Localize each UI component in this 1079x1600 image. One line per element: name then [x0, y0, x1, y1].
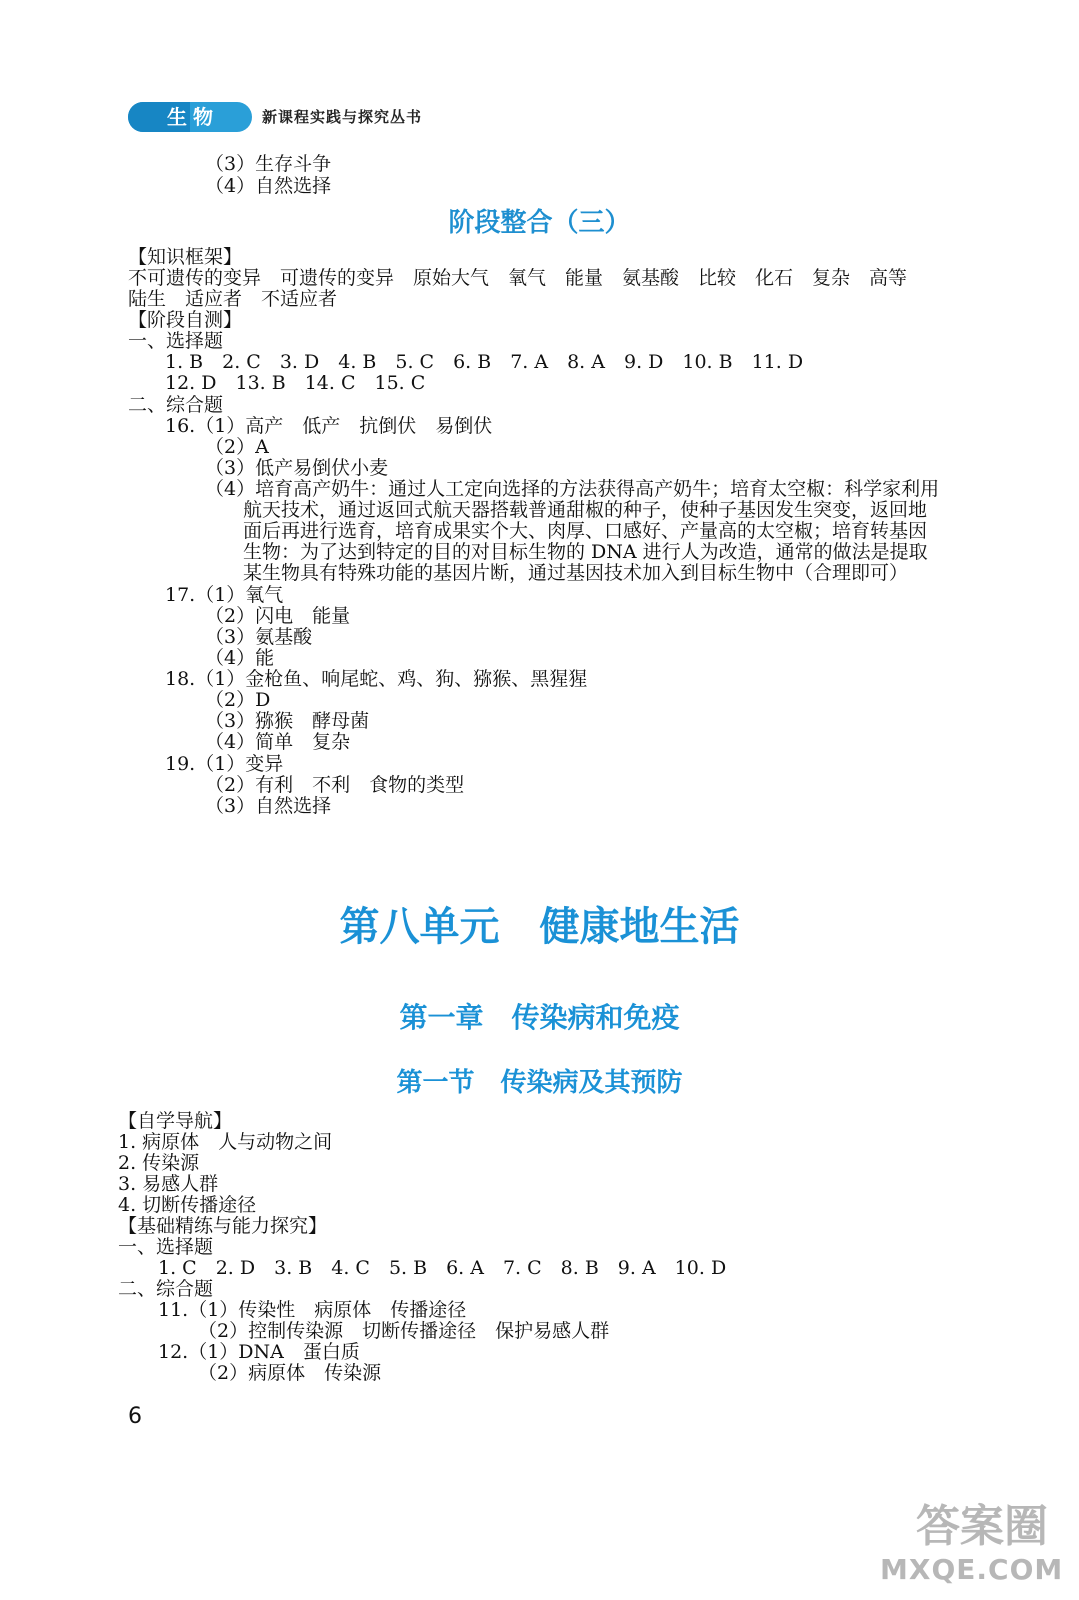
section-title: 第一节 传染病及其预防 [396, 1068, 683, 1098]
watermark-bottom-text: MXQE.COM [880, 1553, 1064, 1586]
q18-part-3: （3）猕猴 酵母菌 [205, 710, 370, 732]
self-study-label: 【自学导航】 [118, 1110, 233, 1132]
q19-part-3: （3）自然选择 [205, 795, 332, 817]
q11-part-1: 11.（1）传染性 病原体 传播途径 [158, 1299, 467, 1321]
q16-part-4-line-4: 生物：为了达到特定的目的对目标生物的 DNA 进行人为改造，通常的做法是提取 [243, 541, 928, 563]
q16-part-4-line-3: 面后再进行选育，培育成果实个大、肉厚、口感好、产量高的太空椒；培育转基因 [243, 520, 928, 542]
framework-line-1: 不可遗传的变异 可遗传的变异 原始大气 氧气 能量 氨基酸 比较 化石 复杂 高等 [128, 267, 908, 289]
practice-label: 【基础精练与能力探究】 [118, 1215, 328, 1237]
q17-part-1: 17.（1）氧气 [165, 584, 284, 606]
self-study-item-4: 4. 切断传播途径 [118, 1194, 257, 1216]
q16-part-4-line-5: 某生物具有特殊功能的基因片断，通过基因技术加入到目标生物中（合理即可） [243, 562, 909, 584]
watermark-logo [880, 1502, 1070, 1592]
q17-part-3: （3）氨基酸 [205, 626, 313, 648]
self-study-item-2: 2. 传染源 [118, 1152, 200, 1174]
practice-choice-line: 1. C 2. D 3. B 4. C 5. B 6. A 7. C 8. B 9. A 10. D [158, 1257, 727, 1279]
q18-part-4: （4）简单 复杂 [205, 731, 351, 753]
stage-choice-label: 一、选择题 [128, 330, 224, 352]
header-subject: 生物 [167, 105, 219, 129]
header-series-title: 新课程实践与探究丛书 [262, 108, 423, 126]
self-study-item-1: 1. 病原体 人与动物之间 [118, 1131, 333, 1153]
self-study-item-3: 3. 易感人群 [118, 1173, 219, 1195]
stage-title: 阶段整合（三） [448, 208, 631, 238]
framework-label: 【知识框架】 [128, 246, 243, 268]
framework-line-2: 陆生 适应者 不适应者 [128, 288, 338, 310]
q19-part-1: 19.（1）变异 [165, 753, 284, 775]
stage-choice-line-2: 12. D 13. B 14. C 15. C [165, 372, 426, 394]
top-item-3: （3）生存斗争 [205, 153, 332, 175]
q16-part-4-line-1: （4）培育高产奶牛：通过人工定向选择的方法获得高产奶牛；培育太空椒：科学家利用 [205, 478, 940, 500]
watermark-top-text: 答案圈 [916, 1501, 1048, 1552]
q17-part-4: （4）能 [205, 647, 275, 669]
practice-choice-label: 一、选择题 [118, 1236, 214, 1258]
unit-title: 第八单元 健康地生活 [339, 904, 740, 950]
q17-part-2: （2）闪电 能量 [205, 605, 351, 627]
stage-test-label: 【阶段自测】 [128, 309, 243, 331]
q18-part-1: 18.（1）金枪鱼、响尾蛇、鸡、狗、猕猴、黑猩猩 [165, 668, 588, 690]
top-item-4: （4）自然选择 [205, 175, 332, 197]
q12-part-1: 12.（1）DNA 蛋白质 [158, 1341, 360, 1363]
q19-part-2: （2）有利 不利 食物的类型 [205, 774, 465, 796]
stage-comp-label: 二、综合题 [128, 394, 224, 416]
q16-part-2: （2）A [205, 436, 269, 458]
q11-part-2: （2）控制传染源 切断传播途径 保护易感人群 [198, 1320, 610, 1342]
stage-choice-line-1: 1. B 2. C 3. D 4. B 5. C 6. B 7. A 8. A 9. D 10. B 11. D [165, 351, 804, 373]
q16-part-3: （3）低产易倒伏小麦 [205, 457, 389, 479]
page-number: 6 [128, 1404, 142, 1429]
q18-part-2: （2）D [205, 689, 271, 711]
practice-comp-label: 二、综合题 [118, 1278, 214, 1300]
q16-part-4-line-2: 航天技术，通过返回式航天器搭载普通甜椒的种子，使种子基因发生突变，返回地 [243, 499, 928, 521]
q16-part-1: 16.（1）高产 低产 抗倒伏 易倒伏 [165, 415, 493, 437]
q12-part-2: （2）病原体 传染源 [198, 1362, 382, 1384]
chapter-title: 第一章 传染病和免疫 [399, 1001, 680, 1034]
